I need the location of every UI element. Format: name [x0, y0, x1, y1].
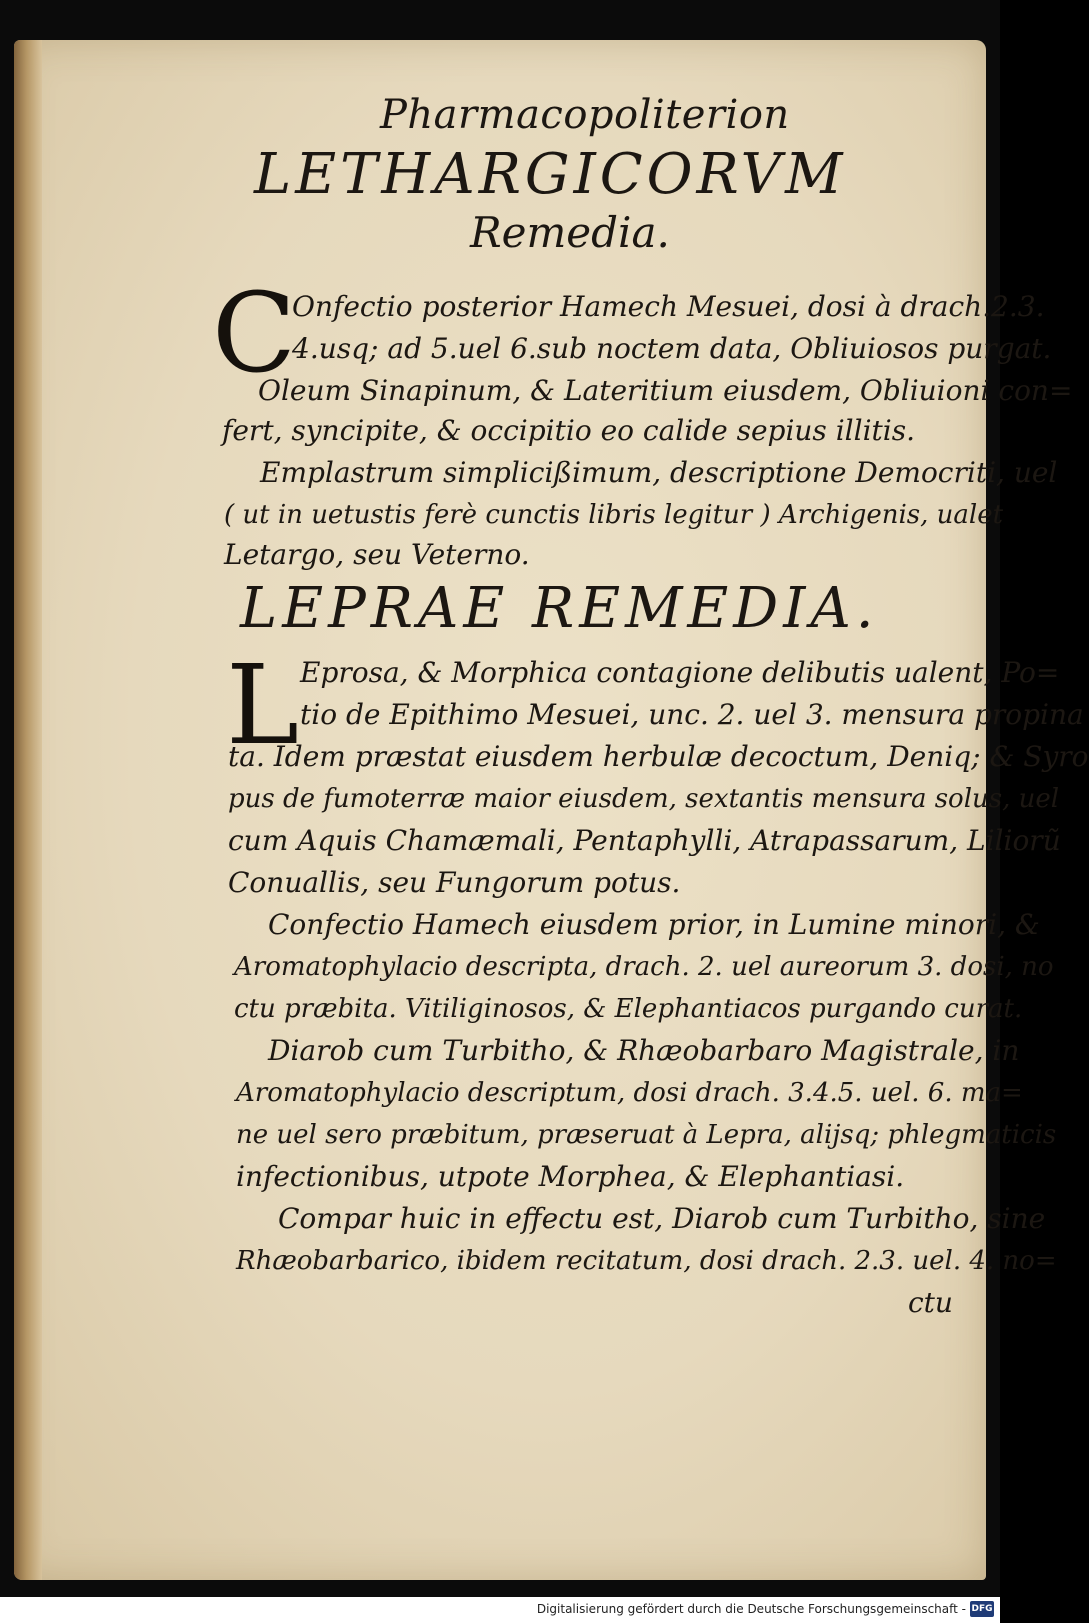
text-line: infectionibus, utpote Morphea, & Elephantiasi. — [236, 1160, 905, 1193]
text-line: ne uel sero præbitum, præseruat à Lepra, alijsq; phlegmaticis — [236, 1120, 1057, 1150]
text-line: Aromatophylacio descripta, drach. 2. uel aureorum 3. dosi, no — [234, 952, 1054, 982]
text-line: Oleum Sinapinum, & Lateritium eiusdem, Obliuioni con= — [258, 374, 1073, 407]
digitization-footer — [0, 1597, 1000, 1623]
text-line: ta. Idem præstat eiusdem herbulæ decoctum, Deniq; & Syro — [228, 740, 1089, 773]
text-line: ctu præbita. Vitiliginosos, & Elephantiacos purgando curat. — [234, 994, 1023, 1024]
text-line: Emplastrum simplicißimum, descriptione Democriti, uel — [260, 456, 1058, 489]
catchword: ctu — [908, 1286, 953, 1319]
dfg-logo: DFG — [970, 1601, 994, 1617]
section-heading: LEPRAE REMEDIA. — [240, 576, 879, 641]
page-title: LETHARGICORVM — [254, 142, 847, 207]
text-line: Rhæobarbarico, ibidem recitatum, dosi drach. 2.3. uel. 4. no= — [236, 1246, 1057, 1276]
page-subtitle: Remedia. — [470, 208, 670, 257]
text-line: Confectio Hamech eiusdem prior, in Lumine minori, & — [268, 908, 1040, 941]
footer-credit: Digitalisierung gefördert durch die Deutsche Forschungsgemeinschaft - — [536, 1602, 966, 1616]
text-line: fert, syncipite, & occipitio eo calide sepius illitis. — [222, 414, 915, 447]
text-line: ( ut in uetustis ferè cunctis libris legitur ) Archigenis, ualet — [224, 500, 1004, 530]
text-line: tio de Epithimo Mesuei, unc. 2. uel 3. mensura propina — [300, 698, 1084, 731]
text-line: Diarob cum Turbitho, & Rhæobarbaro Magistrale, in — [268, 1034, 1020, 1067]
text-line: Aromatophylacio descriptum, dosi drach. 3.4.5. uel. 6. ma= — [236, 1078, 1023, 1108]
drop-cap-l: L — [226, 641, 300, 769]
text-line: pus de fumoterræ maior eiusdem, sextantis mensura solus, uel — [228, 784, 1060, 814]
text-line: cum Aquis Chamæmali, Pentaphylli, Atrapassarum, Liliorũ — [228, 824, 1061, 857]
text-line: Onfectio posterior Hamech Mesuei, dosi à drach.2.3. — [292, 290, 1045, 323]
text-line: Letargo, seu Veterno. — [224, 538, 530, 571]
text-line: 4.usq; ad 5.uel 6.sub noctem data, Obliuiosos purgat. — [292, 332, 1052, 365]
text-line: Eprosa, & Morphica contagione delibutis ualent, Po= — [300, 656, 1060, 689]
text-line: Conuallis, seu Fungorum potus. — [228, 866, 681, 899]
running-head: Pharmacopoliterion — [380, 92, 790, 138]
text-line: Compar huic in effectu est, Diarob cum Turbitho, sine — [278, 1202, 1046, 1235]
drop-cap-c: C — [212, 269, 297, 397]
